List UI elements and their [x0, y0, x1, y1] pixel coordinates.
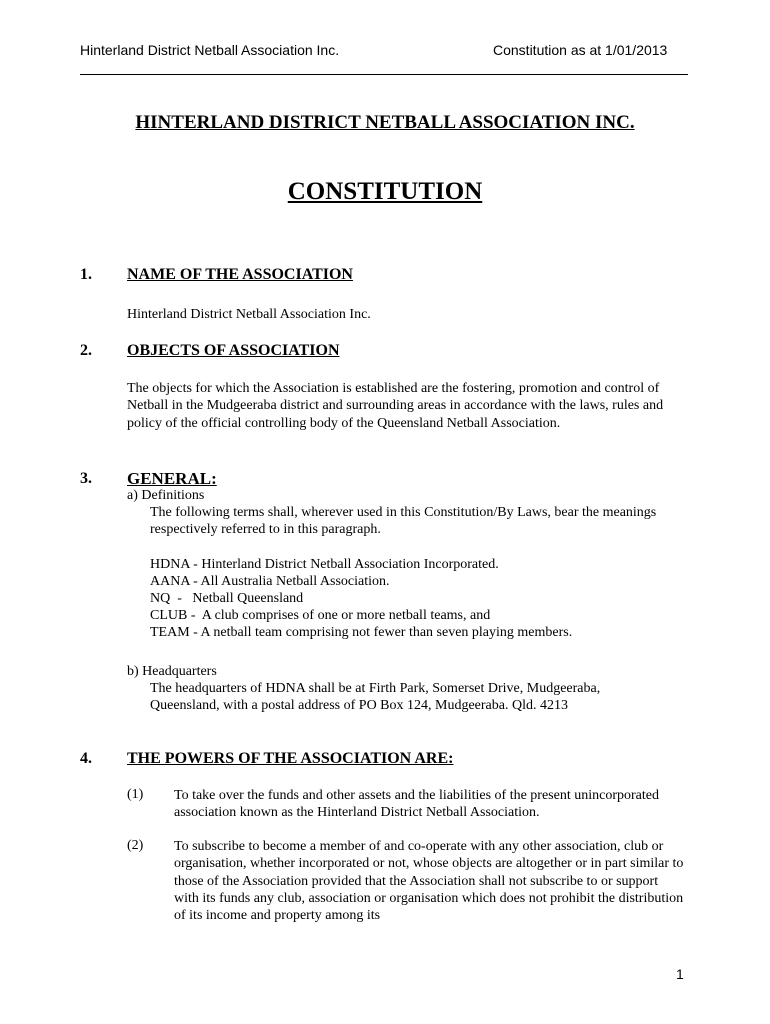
page-number: 1 [676, 966, 684, 982]
document-title: CONSTITUTION [287, 178, 483, 205]
definition-item: AANA - All Australia Netball Association. [150, 574, 390, 589]
headquarters-label: b) Headquarters [127, 664, 217, 679]
section-4-heading: THE POWERS OF THE ASSOCIATION ARE: [127, 750, 454, 767]
header-date: Constitution as at 1/01/2013 [493, 42, 668, 58]
section-2-heading: OBJECTS OF ASSOCIATION [127, 342, 340, 359]
power-item-number: (2) [127, 838, 144, 853]
header-divider [80, 74, 688, 75]
definition-item: CLUB - A club comprises of one or more netball teams, and [150, 608, 491, 623]
section-3-heading: GENERAL: [127, 469, 217, 488]
section-3-number: 3. [80, 470, 92, 487]
section-1-number: 1. [80, 266, 92, 283]
definitions-intro: The following terms shall, wherever used in this Constitution/By Laws, bear the meanings respectively referred to in this paragraph. [150, 505, 657, 538]
section-4-number: 4. [80, 750, 92, 767]
power-item-text: To take over the funds and other assets and the liabilities of the present unincorporated association known as the Hinterland District Netball Association. [174, 788, 659, 821]
power-item-number: (1) [127, 787, 144, 802]
section-2-text: The objects for which the Association is established are the fostering, promotion and control of Netball in the Mudgeeraba district and surrounding areas in accordance with the laws, rules and policy of the official controlling body of the Queensland Netball Association. [127, 381, 664, 431]
header-title: Hinterland District Netball Association Inc. [80, 42, 340, 58]
section-2-number: 2. [80, 342, 92, 359]
definition-item: NQ - Netball Queensland [150, 591, 304, 606]
power-item-text: To subscribe to become a member of and co-operate with any other association, club or organisation, whether incorporated or not, whose objects are altogether or in part similar to those of the Association provided that the Association shall not subscribe to or support with its funds any club, association or organisation which does not prohibit the distribution of its income and property among its [174, 839, 684, 924]
definition-item: HDNA - Hinterland District Netball Association Incorporated. [150, 557, 499, 572]
section-1-text: Hinterland District Netball Association Inc. [127, 307, 371, 322]
section-1-heading: NAME OF THE ASSOCIATION [127, 266, 353, 283]
document-org-title: HINTERLAND DISTRICT NETBALL ASSOCIATION INC. [135, 112, 635, 133]
headquarters-text: The headquarters of HDNA shall be at Firth Park, Somerset Drive, Mudgeeraba, Queensland, with a postal address of PO Box 124, Mudgeeraba. Qld. 4213 [150, 681, 601, 714]
definitions-label: a) Definitions [127, 488, 205, 503]
definition-item: TEAM - A netball team comprising not fewer than seven playing members. [150, 625, 573, 640]
